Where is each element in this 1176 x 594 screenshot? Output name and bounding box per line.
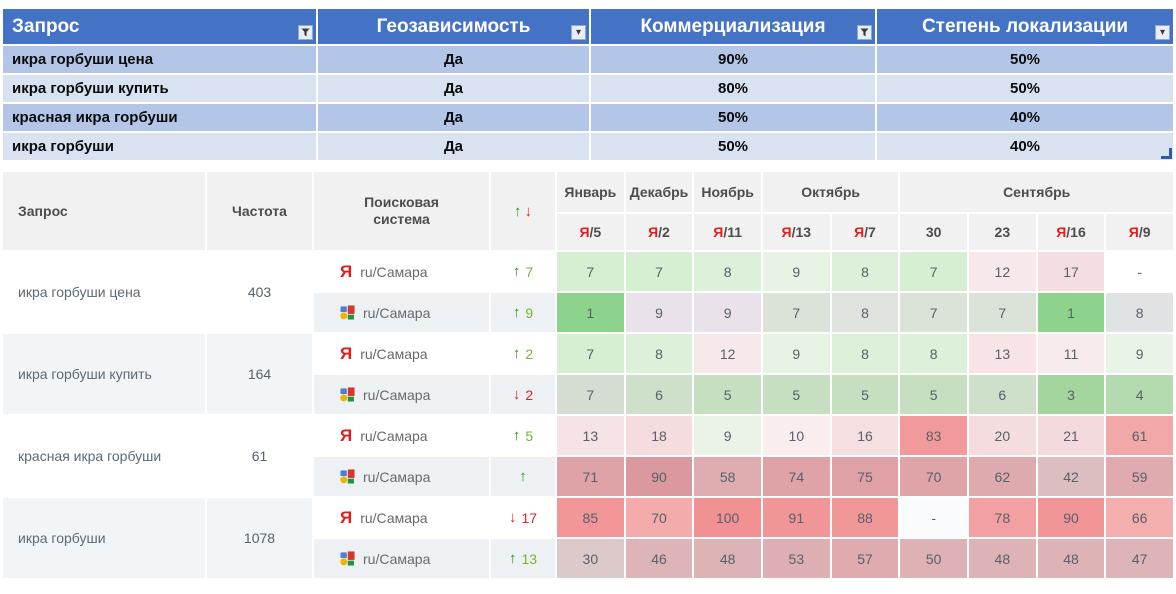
cell-value: Да <box>443 80 464 97</box>
date-label: 23 <box>994 224 1011 240</box>
google-icon <box>340 469 355 484</box>
cell-query[interactable] <box>3 46 316 73</box>
engine-label: ru/Самара <box>360 509 428 526</box>
yandex-mark: Я <box>1128 224 1139 240</box>
delta-value: 7 <box>525 263 534 280</box>
google-icon <box>340 305 355 320</box>
frequency-cell: 1078 <box>207 498 312 578</box>
position-cell: 91 <box>763 498 830 537</box>
cell-localization[interactable] <box>877 133 1173 160</box>
position-cell: 9 <box>763 252 830 291</box>
engine-label: ru/Самара <box>360 427 428 444</box>
position-cell: 13 <box>969 334 1036 373</box>
position-cell: 7 <box>626 252 693 291</box>
cell-commercialization[interactable] <box>591 75 875 102</box>
month-header: Январь <box>557 172 624 212</box>
date-header[interactable] <box>626 214 693 250</box>
position-cell: 5 <box>900 375 967 414</box>
cell-value: 40% <box>1009 138 1041 155</box>
yandex-icon: Я <box>340 508 353 527</box>
position-cell: 12 <box>694 334 761 373</box>
position-cell: 62 <box>969 457 1036 496</box>
frequency-cell: 61 <box>207 416 312 496</box>
xl-header-1[interactable] <box>3 9 316 44</box>
position-cell: 11 <box>1038 334 1105 373</box>
position-cell: 48 <box>1038 539 1105 578</box>
cell-commercialization[interactable] <box>591 46 875 73</box>
query-cell: икра горбуши купить <box>3 334 205 414</box>
delta-value: 5 <box>525 427 534 444</box>
date-label: /5 <box>589 224 602 240</box>
yandex-mark: Я <box>648 224 659 240</box>
position-tracking-table <box>3 172 1173 578</box>
delta-value: 13 <box>521 550 538 567</box>
header-label: Геозависимость <box>376 15 531 37</box>
column-header-engine: Поисковая система <box>314 172 489 250</box>
position-cell: 7 <box>900 293 967 332</box>
position-cell: 57 <box>832 539 899 578</box>
position-cell: 66 <box>1106 498 1173 537</box>
query-cell: икра горбуши цена <box>3 252 205 332</box>
position-cell: 61 <box>1106 416 1173 455</box>
date-header[interactable] <box>832 214 899 250</box>
yandex-mark: Я <box>854 224 865 240</box>
position-cell: 9 <box>763 334 830 373</box>
keyword-filter-table <box>3 9 1173 160</box>
cell-localization[interactable] <box>877 46 1173 73</box>
header-label: Коммерциализация <box>640 15 826 37</box>
month-header: Октябрь <box>763 172 898 212</box>
cell-localization[interactable] <box>877 104 1173 131</box>
cell-geo[interactable] <box>318 104 589 131</box>
date-label: /16 <box>1066 224 1086 240</box>
position-cell: 10 <box>763 416 830 455</box>
position-cell: 71 <box>557 457 624 496</box>
cell-value: 50% <box>717 138 749 155</box>
position-cell: 7 <box>900 252 967 291</box>
google-icon <box>340 387 355 402</box>
yandex-icon: Я <box>340 344 353 363</box>
delta-cell <box>491 293 555 332</box>
filter-icon[interactable] <box>857 25 872 40</box>
position-cell: 16 <box>832 416 899 455</box>
position-cell: 48 <box>969 539 1036 578</box>
dropdown-icon[interactable]: ▾ <box>571 25 586 40</box>
cell-commercialization[interactable] <box>591 104 875 131</box>
date-label: /2 <box>658 224 670 240</box>
position-cell: 8 <box>832 334 899 373</box>
date-header[interactable] <box>1038 214 1105 250</box>
position-cell: 7 <box>557 334 624 373</box>
position-cell: 4 <box>1106 375 1173 414</box>
position-cell: 30 <box>557 539 624 578</box>
position-cell: 20 <box>969 416 1036 455</box>
position-cell: 3 <box>1038 375 1105 414</box>
date-header[interactable] <box>969 214 1036 250</box>
cell-value: 80% <box>717 80 749 97</box>
position-cell: 6 <box>626 375 693 414</box>
engine-cell <box>314 293 489 332</box>
delta-cell <box>491 416 555 455</box>
down-arrow-icon: ↓ <box>512 386 521 403</box>
position-cell: 59 <box>1106 457 1173 496</box>
position-cell: 8 <box>626 334 693 373</box>
position-cell: 100 <box>694 498 761 537</box>
cell-value: икра горбуши <box>12 138 114 155</box>
position-cell: 75 <box>832 457 899 496</box>
engine-cell <box>314 457 489 496</box>
column-header-query: Запрос <box>3 172 205 250</box>
date-label: /13 <box>791 224 812 240</box>
up-arrow-icon: ↑ <box>508 550 517 567</box>
up-arrow-icon: ↑ <box>519 468 527 485</box>
yandex-icon: Я <box>340 426 353 445</box>
date-header[interactable] <box>1106 214 1173 250</box>
up-arrow-icon: ↑ <box>514 202 522 220</box>
position-cell: 8 <box>832 293 899 332</box>
down-arrow-icon: ↓ <box>524 202 532 220</box>
engine-cell <box>314 498 489 537</box>
position-cell: - <box>1106 252 1173 291</box>
cell-value: Да <box>443 51 464 68</box>
delta-cell <box>491 375 555 414</box>
position-cell: 17 <box>1038 252 1105 291</box>
engine-label: ru/Самара <box>363 550 431 567</box>
position-cell: 53 <box>763 539 830 578</box>
date-label: 30 <box>925 224 942 240</box>
cell-value: Да <box>443 109 464 126</box>
cell-commercialization[interactable] <box>591 133 875 160</box>
position-cell: 70 <box>626 498 693 537</box>
date-header[interactable] <box>694 214 761 250</box>
google-icon <box>340 551 355 566</box>
yandex-mark: Я <box>579 224 590 240</box>
position-cell: 7 <box>557 375 624 414</box>
date-label: /9 <box>1138 224 1151 240</box>
position-cell: 50 <box>900 539 967 578</box>
engine-cell <box>314 252 489 291</box>
cell-value: 40% <box>1009 109 1041 126</box>
position-cell: 1 <box>557 293 624 332</box>
column-header-frequency: Частота <box>207 172 312 250</box>
cell-query[interactable] <box>3 75 316 102</box>
month-header: Ноябрь <box>694 172 761 212</box>
engine-label: ru/Самара <box>363 304 431 321</box>
frequency-cell: 403 <box>207 252 312 332</box>
position-cell: 8 <box>694 252 761 291</box>
header-label: Запрос <box>12 15 80 37</box>
position-cell: 8 <box>900 334 967 373</box>
position-cell: 1 <box>1038 293 1105 332</box>
date-label: /11 <box>723 224 743 240</box>
month-header: Декабрь <box>626 172 693 212</box>
position-cell: - <box>900 498 967 537</box>
yandex-mark: Я <box>1056 224 1067 240</box>
cell-geo[interactable] <box>318 46 589 73</box>
frequency-cell: 164 <box>207 334 312 414</box>
cell-query[interactable] <box>3 133 316 160</box>
delta-value: 17 <box>521 509 538 526</box>
position-cell: 7 <box>763 293 830 332</box>
position-cell: 70 <box>900 457 967 496</box>
position-cell: 21 <box>1038 416 1105 455</box>
date-header[interactable] <box>557 214 624 250</box>
dropdown-icon[interactable]: ▾ <box>1155 25 1170 40</box>
engine-label: ru/Самара <box>360 263 428 280</box>
position-cell: 7 <box>557 252 624 291</box>
position-cell: 9 <box>626 293 693 332</box>
engine-label: ru/Самара <box>363 468 431 485</box>
delta-value: 2 <box>525 345 534 362</box>
position-cell: 78 <box>969 498 1036 537</box>
engine-cell <box>314 539 489 578</box>
up-arrow-icon: ↑ <box>512 263 521 280</box>
position-cell: 47 <box>1106 539 1173 578</box>
cell-localization[interactable] <box>877 75 1173 102</box>
up-arrow-icon: ↑ <box>512 304 521 321</box>
position-cell: 7 <box>969 293 1036 332</box>
cell-value: икра горбуши купить <box>12 80 169 97</box>
position-cell: 5 <box>832 375 899 414</box>
cell-value: Да <box>443 138 464 155</box>
position-cell: 5 <box>763 375 830 414</box>
date-label: /7 <box>864 224 876 240</box>
delta-cell <box>491 498 555 537</box>
resize-handle[interactable] <box>1161 148 1172 159</box>
position-cell: 8 <box>1106 293 1173 332</box>
position-cell: 74 <box>763 457 830 496</box>
cell-value: 50% <box>1009 51 1041 68</box>
query-cell: икра горбуши <box>3 498 205 578</box>
engine-cell <box>314 416 489 455</box>
up-arrow-icon: ↑ <box>512 427 521 444</box>
query-cell: красная икра горбуши <box>3 416 205 496</box>
position-cell: 9 <box>1106 334 1173 373</box>
engine-label: ru/Самара <box>363 386 431 403</box>
cell-value: 50% <box>717 109 749 126</box>
engine-cell <box>314 375 489 414</box>
engine-label: ru/Самара <box>360 345 428 362</box>
engine-cell <box>314 334 489 373</box>
delta-value: 9 <box>525 304 534 321</box>
header-label: Степень локализации <box>921 15 1129 37</box>
position-cell: 9 <box>694 416 761 455</box>
delta-cell <box>491 334 555 373</box>
date-header[interactable] <box>900 214 967 250</box>
xl-header-4[interactable] <box>877 9 1173 44</box>
position-cell: 12 <box>969 252 1036 291</box>
position-cell: 18 <box>626 416 693 455</box>
column-header-delta <box>491 172 555 250</box>
cell-value: 50% <box>1009 80 1041 97</box>
xl-header-2[interactable] <box>318 9 589 44</box>
position-cell: 5 <box>694 375 761 414</box>
position-cell: 85 <box>557 498 624 537</box>
down-arrow-icon: ↓ <box>508 509 517 526</box>
cell-geo[interactable] <box>318 133 589 160</box>
month-header: Сентябрь <box>900 172 1173 212</box>
position-cell: 8 <box>832 252 899 291</box>
cell-geo[interactable] <box>318 75 589 102</box>
delta-cell <box>491 539 555 578</box>
position-cell: 58 <box>694 457 761 496</box>
position-cell: 6 <box>969 375 1036 414</box>
yandex-mark: Я <box>781 224 792 240</box>
position-cell: 90 <box>626 457 693 496</box>
filter-icon[interactable] <box>298 25 313 40</box>
cell-value: 90% <box>717 51 749 68</box>
position-cell: 90 <box>1038 498 1105 537</box>
delta-value: 2 <box>525 386 534 403</box>
delta-cell <box>491 252 555 291</box>
cell-value: икра горбуши цена <box>12 51 154 68</box>
cell-query[interactable] <box>3 104 316 131</box>
yandex-mark: Я <box>713 224 724 240</box>
up-arrow-icon: ↑ <box>512 345 521 362</box>
position-cell: 42 <box>1038 457 1105 496</box>
cell-value: красная икра горбуши <box>12 109 178 126</box>
position-cell: 46 <box>626 539 693 578</box>
position-cell: 9 <box>694 293 761 332</box>
position-cell: 88 <box>832 498 899 537</box>
xl-header-3[interactable] <box>591 9 875 44</box>
yandex-icon: Я <box>340 262 353 281</box>
position-cell: 48 <box>694 539 761 578</box>
delta-cell <box>491 457 555 496</box>
position-cell: 83 <box>900 416 967 455</box>
position-cell: 13 <box>557 416 624 455</box>
date-header[interactable] <box>763 214 830 250</box>
